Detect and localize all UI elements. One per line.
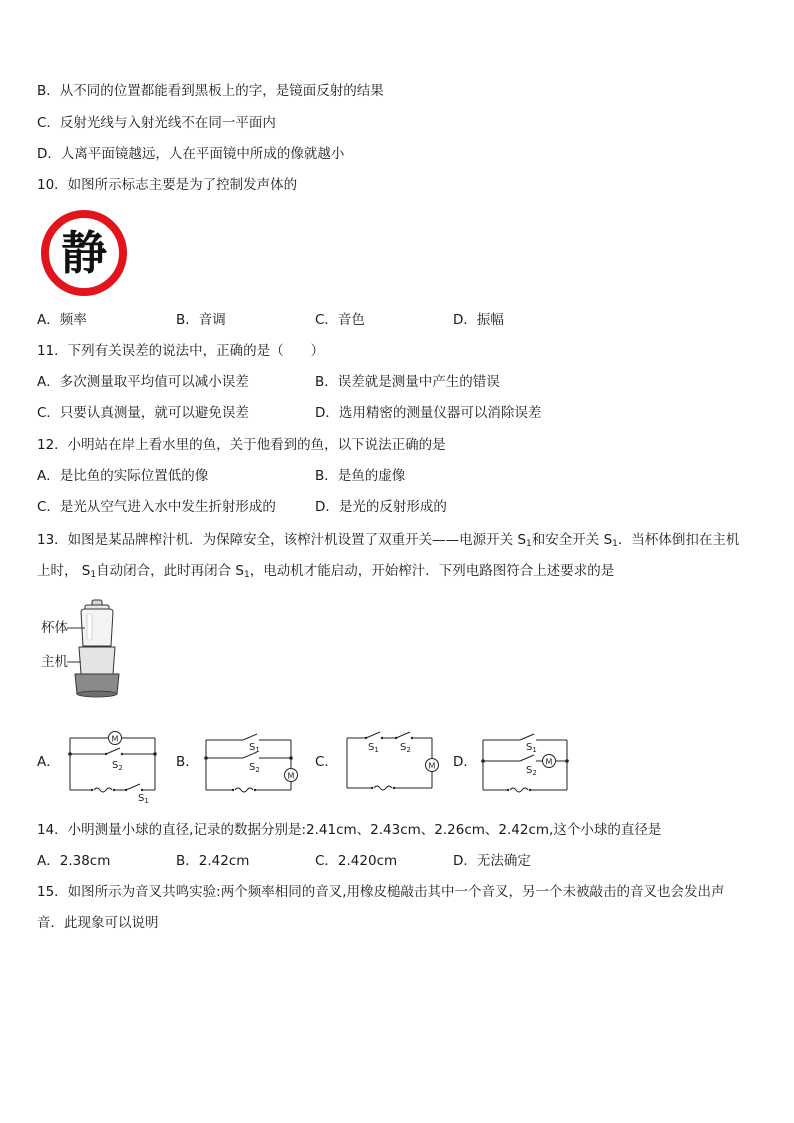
q14-option-b: B．2.42cm: [176, 853, 250, 869]
q11-option-a: A．多次测量取平均值可以减小误差: [37, 374, 249, 390]
q13-option-d-letter: D．: [453, 754, 477, 770]
q14-option-c: C．2.420cm: [315, 853, 398, 869]
svg-text:S2: [249, 762, 260, 774]
quiet-sign-char: 静: [61, 226, 107, 280]
juicer-illustration: [37, 598, 147, 702]
q10-stem: 10．如图所示标志主要是为了控制发声体的: [37, 177, 298, 193]
q13-stem-line2: [37, 561, 614, 585]
switch-label: S: [526, 742, 533, 753]
q11-option-d: D．选用精密的测量仪器可以消除误差: [315, 405, 542, 421]
switch-subscript: 1: [532, 746, 537, 754]
switch-subscript: 2: [406, 746, 411, 754]
q13-text: 和安全开关 S: [531, 532, 613, 548]
q14-option-a: A．2.38cm: [37, 853, 111, 869]
q14-option-d: D．无法确定: [453, 853, 531, 869]
switch-label: S: [400, 742, 407, 753]
q15-stem-line2: 音．此现象可以说明: [37, 915, 159, 931]
q13-option-a-letter: A．: [37, 754, 60, 770]
q11-stem: 11．下列有关误差的说法中，正确的是（ ）: [37, 343, 325, 359]
switch-subscript: 1: [255, 746, 260, 754]
circuit-b-diagram: [203, 728, 303, 800]
q9-option-c: C．反射光线与入射光线不在同一平面内: [37, 115, 276, 131]
cup-label: 杯体: [41, 620, 68, 636]
q10-option-d: D．振幅: [453, 312, 504, 328]
svg-text:S2: [112, 760, 123, 772]
svg-text:S2: [400, 742, 411, 754]
q13-text: 上时， S: [37, 563, 91, 579]
q11-option-c: C．只要认真测量，就可以避免误差: [37, 405, 249, 421]
q12-stem: 12．小明站在岸上看水里的鱼，关于他看到的鱼，以下说法正确的是: [37, 437, 446, 453]
q13-option-c-letter: C．: [315, 754, 338, 770]
q11-option-b: B．误差就是测量中产生的错误: [315, 374, 500, 390]
switch-subscript: 2: [532, 769, 537, 777]
switch-label: S: [138, 793, 145, 804]
switch-subscript: 2: [118, 764, 123, 772]
q13-text: 自动闭合，此时再闭合 S: [96, 563, 244, 579]
q10-option-a: A．频率: [37, 312, 87, 328]
q10-option-b: B．音调: [176, 312, 226, 328]
q12-option-d: D．是光的反射形成的: [315, 499, 447, 515]
motor-symbol: M: [545, 757, 553, 767]
switch-subscript: 1: [374, 746, 379, 754]
switch-label: S: [249, 762, 256, 773]
switch-label: S: [249, 742, 256, 753]
q13-stem-line1: [37, 530, 739, 554]
circuit-d-diagram: [480, 728, 575, 800]
motor-symbol: M: [287, 771, 295, 781]
base-label: 主机: [41, 654, 68, 670]
subscript: 1: [90, 570, 97, 580]
motor-symbol: M: [428, 761, 436, 771]
q12-option-a: A．是比鱼的实际位置低的像: [37, 468, 209, 484]
q10-option-c: C．音色: [315, 312, 365, 328]
svg-text:S1: [526, 742, 537, 754]
q13-option-b-letter: B．: [176, 754, 199, 770]
q9-option-d: D．人离平面镜越远，人在平面镜中所成的像就越小: [37, 146, 345, 162]
q13-text: 13．如图是某品牌榨汁机．为保障安全，该榨汁机设置了双重开关——电源开关 S: [37, 532, 527, 548]
circuit-c-diagram: [344, 726, 444, 796]
subscript: 1: [526, 539, 532, 549]
circuit-a-diagram: [66, 724, 161, 804]
switch-label: S: [526, 765, 533, 776]
q15-stem-line1: 15．如图所示为音叉共鸣实验:两个频率相同的音叉,用橡皮槌敲击其中一个音叉，另一个未被敲击的音叉也会发出声: [37, 884, 725, 900]
q13-text: ，电动机才能启动，开始榨汁．下列电路图符合上述要求的是: [249, 563, 615, 579]
switch-subscript: 2: [255, 766, 260, 774]
motor-symbol: M: [111, 734, 119, 744]
switch-subscript: 1: [144, 797, 149, 804]
svg-text:S2: [526, 765, 537, 777]
svg-text:S1: [249, 742, 260, 754]
switch-label: S: [112, 760, 119, 771]
svg-text:S1: [368, 742, 379, 754]
q13-text: ．当杯体倒扣在主机: [617, 532, 740, 548]
q12-option-c: C．是光从空气进入水中发生折射形成的: [37, 499, 276, 515]
quiet-sign-image: [40, 209, 128, 297]
q14-stem: 14．小明测量小球的直径,记录的数据分别是:2.41cm、2.43cm、2.26cm、2.42cm,这个小球的直径是: [37, 822, 662, 838]
subscript: 1: [612, 539, 618, 549]
svg-text:S1: [138, 793, 149, 804]
switch-label: S: [368, 742, 375, 753]
q9-option-b: B．从不同的位置都能看到黑板上的字，是镜面反射的结果: [37, 83, 384, 99]
subscript: 1: [243, 570, 250, 580]
q12-option-b: B．是鱼的虚像: [315, 468, 406, 484]
